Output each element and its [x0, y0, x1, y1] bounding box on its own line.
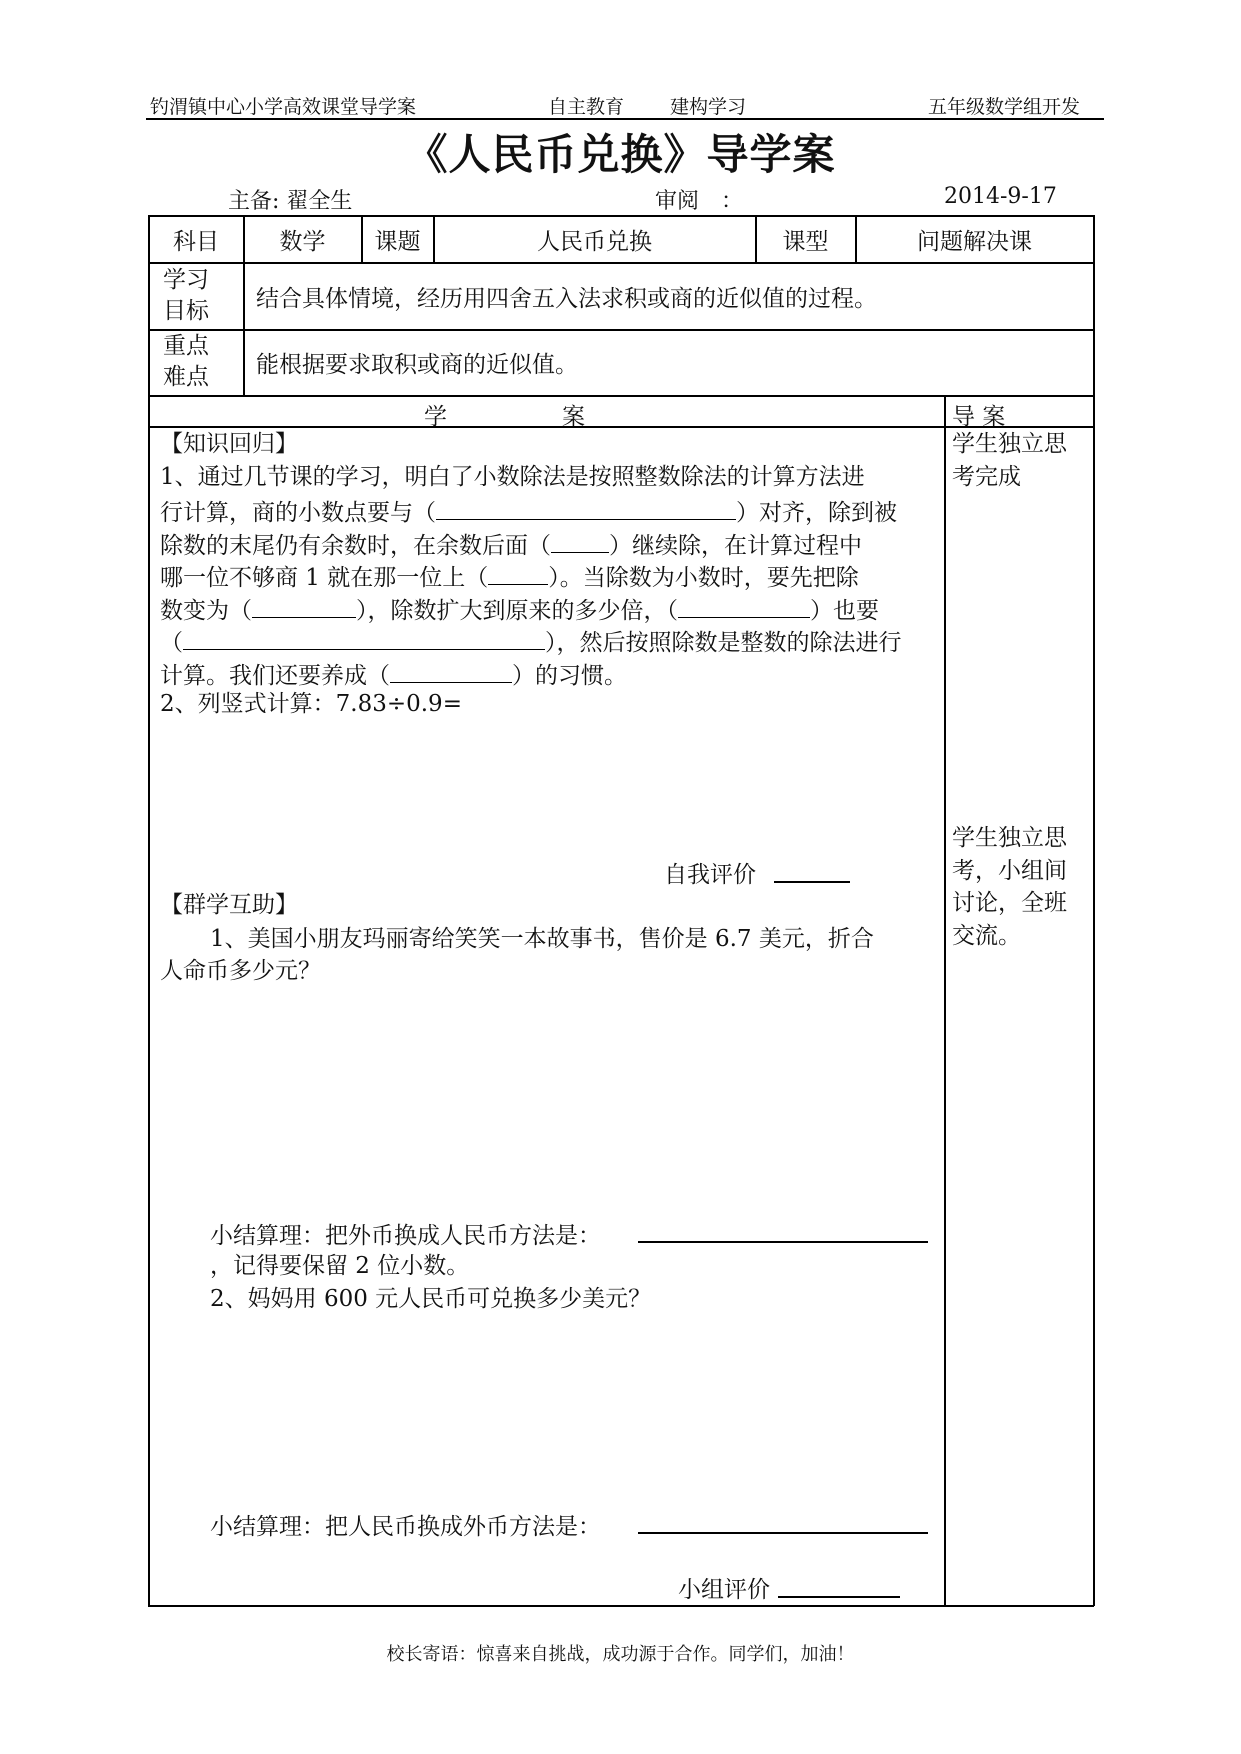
guide-note-1: 学生独立思 考完成 — [952, 431, 1067, 490]
answer-blank[interactable] — [183, 623, 545, 650]
problem-2: 2、妈妈用 600 元人民币可兑换多少美元？ — [210, 1286, 652, 1312]
author-label: 主备: 翟全生 — [228, 189, 353, 214]
answer-blank[interactable] — [390, 656, 512, 683]
group-evaluation-label: 小组评价 — [678, 1577, 770, 1603]
header-rule — [146, 118, 1104, 120]
header-school: 钓渭镇中心小学高效课堂导学案 — [150, 96, 417, 118]
problem-1-line1: 1、美国小朋友玛丽寄给笑笑一本故事书，售价是 6.7 美元，折合 — [210, 926, 874, 952]
key-label: 重点 难点 — [163, 333, 209, 390]
question-2: 2、列竖式计算：7.83÷0.9= — [160, 691, 462, 717]
type-label: 课型 — [782, 228, 829, 255]
summary-2-label: 小结算理：把人民币换成外币方法是： — [210, 1514, 601, 1540]
topic-value: 人民币兑换 — [537, 228, 652, 255]
header-developer: 五年级数学组开发 — [928, 96, 1081, 118]
answer-blank[interactable] — [488, 558, 548, 585]
problem-1-line2: 人命币多少元？ — [160, 958, 321, 984]
goal-text: 结合具体情境，经历用四舍五入法求积或商的近似值的过程。 — [256, 285, 877, 312]
summary-1-blank[interactable] — [638, 1241, 928, 1243]
topic-label: 课题 — [374, 228, 421, 255]
section-heading: 【知识回归】 — [160, 431, 298, 457]
knowledge-review: 【知识回归】 1、通过几节课的学习，明白了小数除法是按照整数除法的计算方法进 行计算，商的小数点要与（ ）对齐，除到被 除数的末尾仍有余数时，在余数后面（ ）继续除，在计算过程中 哪一位不够商 1 就在那一位上（ ）。当除数为小数时，要先把除 数变为（ ），除数扩大到原来的多少倍，（ ）也要 （ ），然后按照除数是整数的除法进行 计算。我们还要养成（ ）的习惯。 2、列竖式计算：7.83÷0.9= — [160, 428, 902, 721]
header-motto-a: 自主教育 — [548, 96, 625, 118]
section-heading: 【群学互助】 — [160, 892, 298, 918]
page-title: 《人民币兑换》导学案 — [405, 130, 836, 179]
study-column-header-b: 案 — [562, 404, 585, 430]
guide-note-2: 学生独立思 考，小组间 讨论，全班 交流。 — [952, 825, 1067, 949]
goal-label: 学习 目标 — [163, 267, 209, 324]
type-value: 问题解决课 — [917, 228, 1032, 255]
self-evaluation-blank[interactable] — [774, 881, 850, 883]
self-evaluation-label: 自我评价 — [664, 862, 756, 888]
date: 2014-9-17 — [944, 184, 1057, 209]
group-evaluation-blank[interactable] — [778, 1596, 900, 1598]
subject-value: 数学 — [279, 228, 326, 255]
key-text: 能根据要求取积或商的近似值。 — [256, 352, 578, 378]
header-motto-b: 建构学习 — [670, 96, 747, 118]
review-label: 审阅 ： — [655, 189, 744, 214]
answer-blank[interactable] — [436, 493, 736, 520]
answer-blank[interactable] — [551, 526, 609, 553]
summary-2-blank[interactable] — [638, 1532, 928, 1534]
guide-column-header: 导 案 — [952, 404, 1006, 430]
study-column-header-a: 学 — [424, 404, 447, 430]
summary-1-label: 小结算理：把外币换成人民币方法是： — [210, 1223, 601, 1249]
subject-label: 科目 — [173, 228, 219, 255]
answer-blank[interactable] — [678, 591, 810, 618]
answer-blank[interactable] — [252, 591, 356, 618]
footer-message: 校长寄语：惊喜来自挑战，成功源于合作。同学们，加油！ — [386, 1644, 855, 1665]
summary-1-tail: ，记得要保留 2 位小数。 — [210, 1253, 470, 1279]
